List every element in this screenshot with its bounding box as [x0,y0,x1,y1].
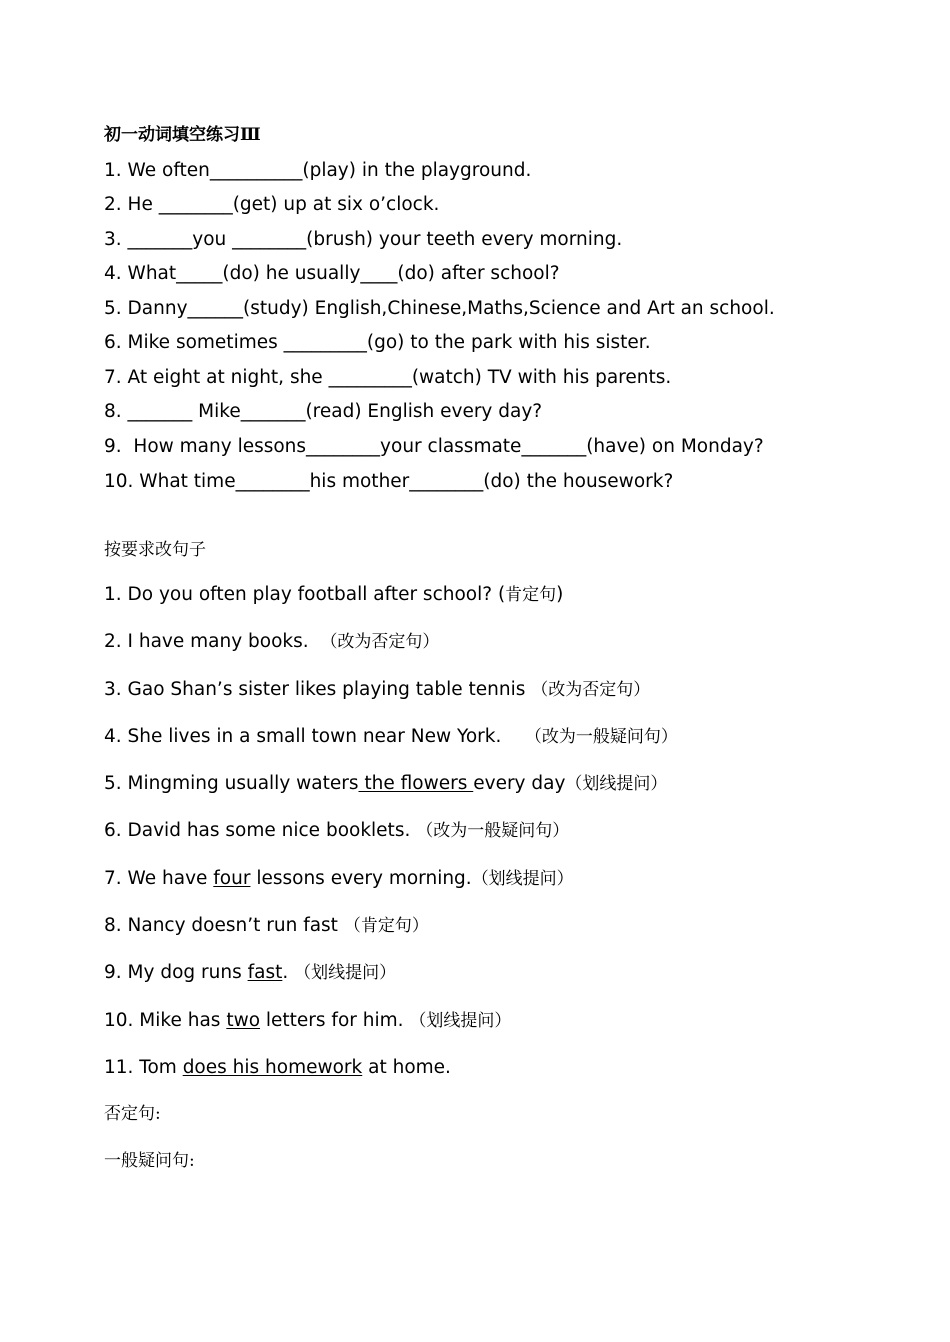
fill-blank-10: 10. What time________his mother________(do) the housework? [104,471,674,492]
closing-paren: ) [556,584,564,605]
fill-blank-3: 3. _______you ________(brush) your teeth every morning. [104,229,623,250]
sentence-text: letters for him. [260,1010,410,1031]
underlined-phrase: does his homework [182,1057,363,1078]
rewrite-3 [104,681,650,700]
fill-blank-2: 2. He ________(get) up at six o’clock. [104,194,440,215]
instruction-note: （改为一般疑问句） [524,727,678,747]
fill-blank-9: 9. How many lessons________your classmate_______(have) on Monday? [104,436,764,457]
rewrite-1 [104,586,563,605]
sentence-text: 8. Nancy doesn’t run fast [104,915,344,936]
rewrite-11 [104,1059,451,1078]
section-title: 按要求改句子 [104,540,206,560]
rewrite-4 [104,728,678,747]
sentence-text: 9. My dog runs [104,962,248,983]
fill-blank-1: 1. We often__________(play) in the playground. [104,160,532,181]
fill-blank-8: 8. _______ Mike_______(read) English every day? [104,401,543,422]
sentence-text: 1. Do you often play football after school? ( [104,584,506,605]
sentence-text: at home. [362,1057,451,1078]
instruction-note: （划线提问） [294,963,397,983]
underlined-phrase: four [213,868,251,889]
instruction-note: （改为一般疑问句） [416,821,570,841]
fill-blank-7: 7. At eight at night, she _________(watch) TV with his parents. [104,367,672,388]
instruction-note: （划线提问） [471,869,574,889]
instruction-note: （改为否定句） [531,680,651,700]
instruction-note: （划线提问） [565,774,668,794]
sentence-text: 4. She lives in a small town near New York. [104,726,525,747]
sentence-text: 6. David has some nice booklets. [104,820,417,841]
fill-blank-4: 4. What_____(do) he usually____(do) after school? [104,263,560,284]
sentence-text: 3. Gao Shan’s sister likes playing table tennis [104,679,532,700]
instruction-note: （划线提问） [409,1011,512,1031]
underlined-phrase: the flowers [358,773,474,794]
underlined-phrase: two [226,1010,261,1031]
rewrite-5 [104,775,667,794]
sentence-text: every day [473,773,566,794]
rewrite-7 [104,870,574,889]
instruction-note: 肯定句 [505,585,557,605]
rewrite-2 [104,633,439,652]
rewrite-8 [104,917,429,936]
rewrite-6 [104,822,569,841]
instruction-note: （改为否定句） [320,632,440,652]
question-label: 一般疑问句: [104,1151,195,1171]
sentence-text: 11. Tom [104,1057,183,1078]
instruction-note: （肯定句） [343,916,429,936]
sentence-text: 7. We have [104,868,214,889]
fill-blank-6: 6. Mike sometimes _________(go) to the park with his sister. [104,332,651,353]
sentence-text: . [282,962,295,983]
fill-blank-5: 5. Danny______(study) English,Chinese,Maths,Science and Art an school. [104,298,775,319]
underlined-phrase: fast [247,962,283,983]
rewrite-9 [104,964,396,983]
sentence-text: 10. Mike has [104,1010,227,1031]
sentence-text: 5. Mingming usually waters [104,773,359,794]
rewrite-10 [104,1012,511,1031]
worksheet-title: 初一动词填空练习Ⅲ [104,125,261,145]
sentence-text: lessons every morning. [250,868,472,889]
sentence-text: 2. I have many books. [104,631,321,652]
negative-label: 否定句: [104,1104,161,1124]
